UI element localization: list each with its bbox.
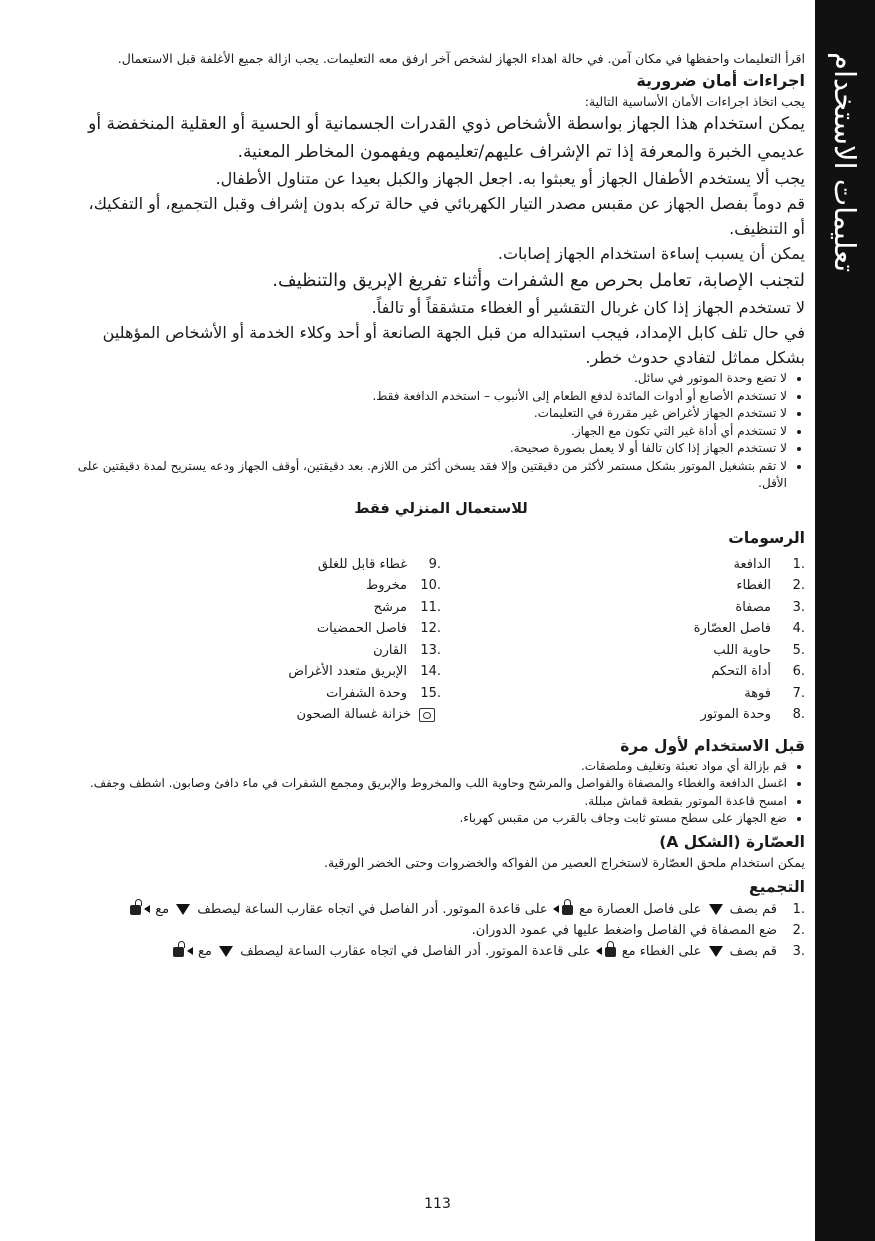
item-label: فوهة	[744, 685, 771, 701]
item-number: 8.	[792, 707, 805, 723]
list-item	[441, 618, 805, 640]
step-text: ضع المصفاة في الفاصل واضغط عليها في عمود الدوران.	[471, 922, 777, 938]
item-number: 15.	[420, 685, 441, 701]
list-item: • لا تضع وحدة الموتور في سائل.	[77, 370, 787, 388]
list-item	[77, 554, 441, 576]
step-text-part: على الغطاء مع	[621, 943, 702, 959]
list-item	[441, 575, 805, 597]
list-item: • ضع الجهاز على سطح مستو ثابت وجاف بالقرب من مقبس كهرباء.	[77, 810, 787, 828]
list-item: • لا تقم بتشغيل الموتور بشكل مستمر لأكثر من دقيقتين وإلا فقد يسخن أكثر من اللازم. بعد دقيقتين، أوقف الجهاز ودعه يستريح لمدة دقيقتين على الأقل.	[77, 458, 787, 493]
item-label: القارن	[373, 642, 407, 658]
safety-heading: اجراءات أمان ضرورية	[636, 71, 805, 90]
safety-paragraph-1: يمكن استخدام هذا الجهاز بواسطة الأشخاص ذوي القدرات الجسمانية أو الحسية أو العقلية المنخفضة أو عديمي الخبرة والمعرفة إذا تم الإشراف عليهم/تعليمهم ويفهمون المخاطر المعنية.	[88, 114, 805, 162]
item-label: أداة التحكم	[711, 664, 771, 680]
triangle-down-icon	[709, 904, 723, 915]
list-item	[441, 683, 805, 705]
item-label: خزانة غسالة الصحون	[296, 707, 411, 723]
item-label: وحدة الشفرات	[326, 685, 407, 701]
step-text-part: قم بصف	[729, 901, 777, 917]
step-number: 3.	[792, 943, 805, 959]
item-number: 2.	[792, 578, 805, 594]
intro-text: اقرأ التعليمات واحفظها في مكان آمن. في حالة اهداء الجهاز لشخص آخر ارفق معه التعليمات. يجب ازالة جميع الأغلفة قبل الاستعمال.	[117, 51, 805, 66]
arrow-left-icon	[144, 905, 150, 913]
safety-paragraph-7: في حال تلف كابل الإمداد، فيجب استبداله من قبل الجهة الصانعة أو أحد وكلاء الخدمة أو الأشخاص المؤهلين بشكل مماثل لتفادي حدوث خطر.	[102, 323, 805, 367]
step-text-part: مع	[155, 901, 170, 917]
unlock-icon	[130, 905, 141, 915]
household-use-notice: للاستعمال المنزلي فقط	[354, 500, 528, 517]
item-number: 12.	[420, 621, 441, 637]
list-item: • قم بإزالة أي مواد تعبئة وتغليف وملصقات.	[77, 758, 787, 776]
step-text-part: على قاعدة الموتور. أدر الفاصل في اتجاه عقارب الساعة ليصطف	[197, 901, 548, 917]
list-item	[77, 920, 805, 941]
item-label: غطاء قابل للغلق	[317, 556, 407, 572]
juicer-text: يمكن استخدام ملحق العصّارة لاستخراج العصير من الفواكه والخضروات وحتى الخضر الورقية.	[323, 854, 805, 870]
lock-icon	[562, 905, 573, 915]
list-item	[77, 899, 805, 920]
list-item: • لا تستخدم الأصابع أو أدوات المائدة لدفع الطعام إلى الأنبوب – استخدم الدافعة فقط.	[77, 388, 787, 406]
step-text	[77, 941, 777, 962]
page-number: 113	[424, 1196, 451, 1212]
triangle-down-icon	[176, 904, 190, 915]
drawings-column-right	[441, 554, 805, 726]
step-text	[77, 899, 777, 920]
juicer-heading: العصّارة (الشكل A)	[659, 832, 805, 851]
item-number: 6.	[792, 664, 805, 680]
list-item: • لا تستخدم الجهاز لأغراض غير مقررة في التعليمات.	[77, 405, 787, 423]
arrow-left-icon	[553, 905, 559, 913]
item-number: 9.	[428, 556, 441, 572]
safety-bullet-list	[77, 370, 805, 493]
list-item: • لا تستخدم الجهاز إذا كان تالفا أو لا يعمل بصورة صحيحة.	[77, 440, 787, 458]
first-use-heading: قبل الاستخدام لأول مرة	[620, 736, 805, 755]
triangle-down-icon	[219, 946, 233, 957]
step-text-part: قم بصف	[729, 943, 777, 959]
list-item: • اغسل الدافعة والغطاء والمصفاة والفواصل والمرشح وحاوية اللب والمخروط والإبريق ومجمع الشفرات في ماء دافئ وصابون. اشطف وجفف.	[77, 775, 787, 793]
page-content	[77, 50, 805, 962]
item-label: وحدة الموتور	[700, 707, 771, 723]
step-text-part: على قاعدة الموتور. أدر الفاصل في اتجاه عقارب الساعة ليصطف	[240, 943, 591, 959]
list-item	[77, 618, 441, 640]
safety-paragraph-2: يجب ألا يستخدم الأطفال الجهاز أو يعبثوا به. اجعل الجهاز والكبل بعيدا عن متناول الأطفال.	[215, 169, 805, 188]
item-label: الدافعة	[733, 556, 771, 572]
item-number: 3.	[792, 599, 805, 615]
step-text-part: على فاصل العصارة مع	[578, 901, 702, 917]
arrow-left-icon	[596, 947, 602, 955]
item-label: الإبريق متعدد الأغراض	[288, 664, 407, 680]
list-item	[441, 640, 805, 662]
item-number: 5.	[792, 642, 805, 658]
item-number: 7.	[792, 685, 805, 701]
item-label: فاصل الحمضيات	[316, 621, 407, 637]
item-number: 4.	[792, 621, 805, 637]
safety-subheading: يجب اتخاذ اجراءات الأمان الأساسية التالية:	[584, 94, 805, 109]
section-title: تعليمات الاستخدام	[828, 52, 862, 273]
drawings-heading: الرسومات	[728, 528, 805, 547]
list-item	[77, 575, 441, 597]
dishwasher-icon	[419, 708, 435, 722]
item-label: مخروط	[366, 578, 407, 594]
item-number: 10.	[420, 578, 441, 594]
list-item	[77, 941, 805, 962]
list-item	[77, 704, 441, 726]
step-number: 2.	[792, 922, 805, 938]
item-label: حاوية اللب	[713, 642, 771, 658]
drawings-column-left	[77, 554, 441, 726]
lock-icon	[605, 947, 616, 957]
item-label: الغطاء	[736, 578, 771, 594]
list-item: • لا تستخدم أي أداة غير التي تكون مع الجهاز.	[77, 423, 787, 441]
item-number: 14.	[420, 664, 441, 680]
list-item	[77, 683, 441, 705]
assembly-heading: التجميع	[749, 877, 805, 896]
list-item	[441, 554, 805, 576]
safety-paragraph-3: قم دوماً بفصل الجهاز عن مقبس مصدر التيار الكهربائي في حالة تركه بدون إشراف وقبل التجميع، أو التفكيك، أو التنظيف.	[88, 194, 805, 238]
item-number: 1.	[792, 556, 805, 572]
side-bar	[815, 0, 875, 1241]
safety-paragraph-4: يمكن أن يسبب إساءة استخدام الجهاز إصابات.	[497, 244, 805, 263]
arrow-left-icon	[187, 947, 193, 955]
assembly-steps	[77, 899, 805, 962]
unlock-icon	[173, 947, 184, 957]
list-item: • امسح قاعدة الموتور بقطعة قماش مبللة.	[77, 793, 787, 811]
step-text-part: مع	[198, 943, 212, 959]
list-item	[77, 661, 441, 683]
triangle-down-icon	[709, 946, 723, 957]
drawings-list	[77, 554, 805, 726]
item-number: 13.	[420, 642, 441, 658]
list-item	[77, 640, 441, 662]
list-item	[441, 704, 805, 726]
item-number: 11.	[420, 599, 441, 615]
item-label: مرشح	[373, 599, 407, 615]
first-use-bullet-list	[77, 758, 805, 828]
item-label: فاصل العصّارة	[693, 621, 771, 637]
list-item	[77, 597, 441, 619]
list-item	[441, 597, 805, 619]
list-item	[441, 661, 805, 683]
item-label: مصفاة	[735, 599, 771, 615]
safety-paragraph-6: لا تستخدم الجهاز إذا كان غربال التقشير أو الغطاء متشققاً أو تالفاً.	[371, 298, 805, 317]
step-number: 1.	[792, 901, 805, 917]
safety-paragraph-5: لتجنب الإصابة، تعامل بحرص مع الشفرات وأثناء تفريغ الإبريق والتنظيف.	[272, 270, 805, 291]
